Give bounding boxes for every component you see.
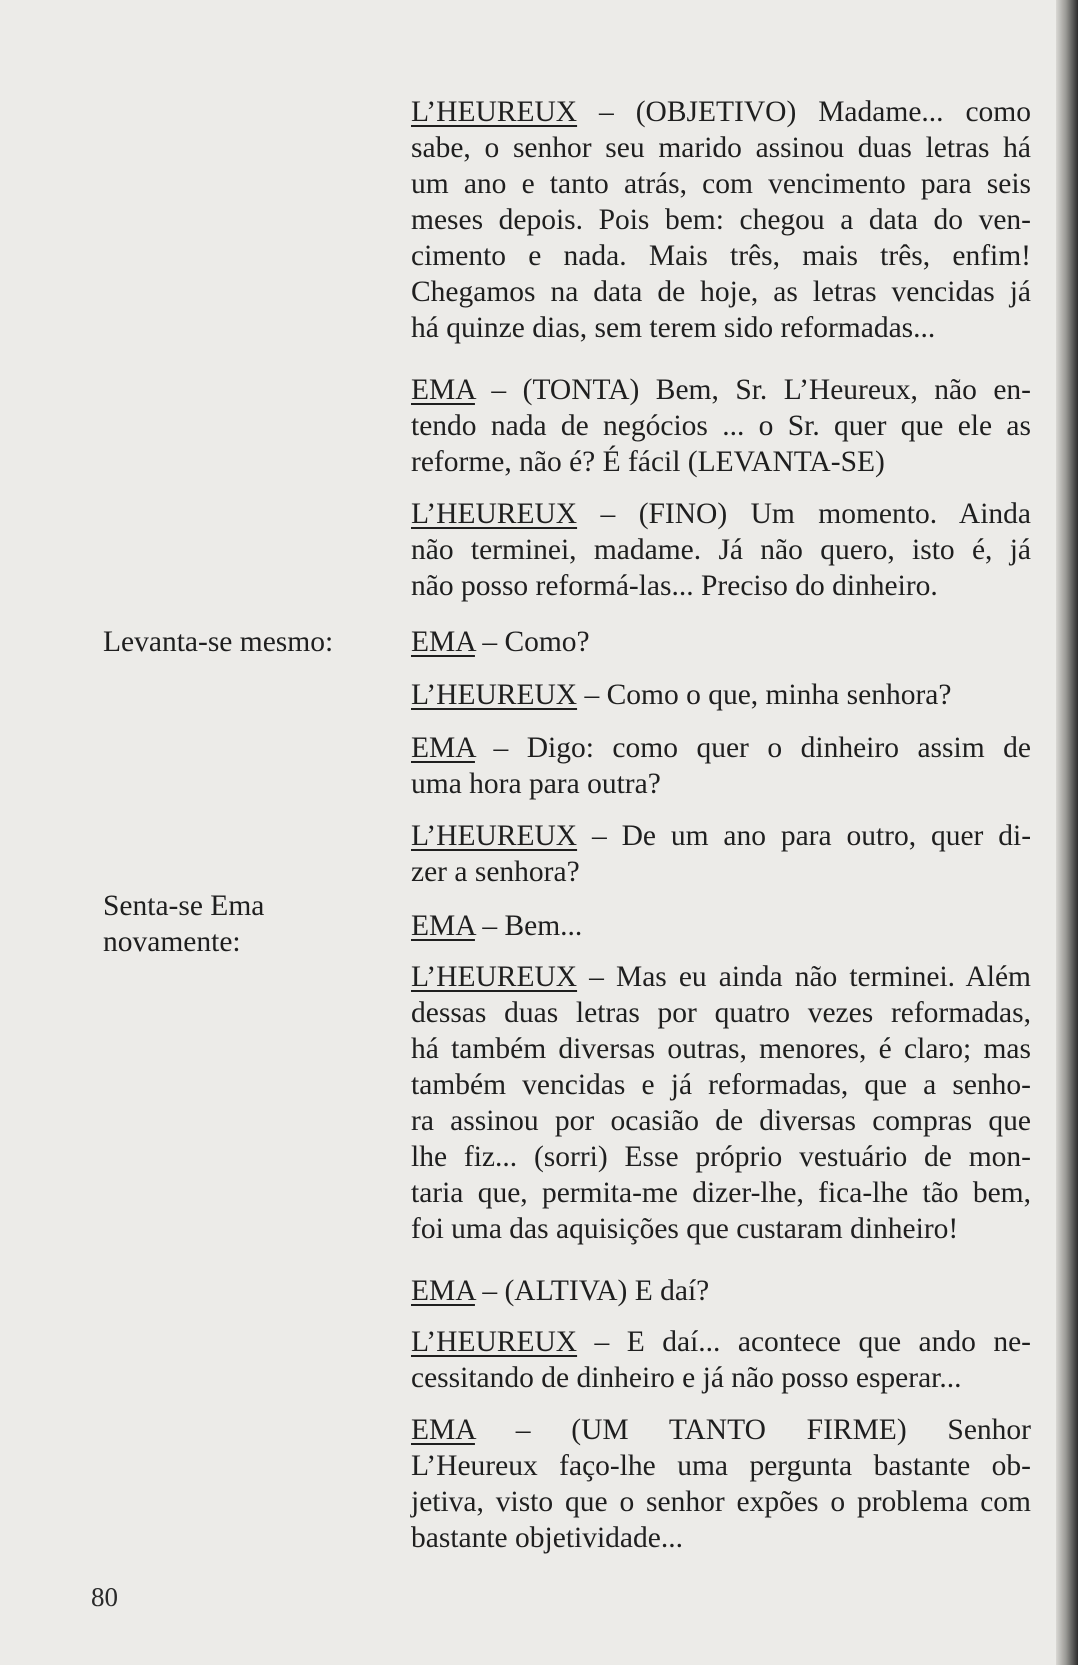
speaker-name: L’HEUREUX — [411, 96, 578, 128]
dialogue-speech — [411, 372, 1031, 480]
speech-text: bastante objetividade... — [411, 1522, 683, 1554]
dialogue-speech — [411, 959, 1031, 1247]
speech-text: não terminei, madame. Já não quero, isto é, já — [411, 534, 1031, 566]
speaker-name: EMA — [411, 626, 475, 658]
speech-text: – Mas eu ainda não terminei. Além — [589, 961, 1032, 993]
speech-text: uma hora para outra? — [411, 768, 661, 800]
dialogue-speech — [411, 818, 1031, 890]
speaker-name: EMA — [411, 732, 475, 764]
speech-text: – Digo: como quer o dinheiro assim de — [493, 732, 1031, 764]
speaker-name: EMA — [411, 1414, 475, 1446]
speech-text: um ano e tanto atrás, com vencimento para seis — [411, 168, 1031, 200]
speech-text: também vencidas e já reformadas, que a senho- — [411, 1069, 1031, 1101]
dialogue-speech — [411, 94, 1031, 346]
speech-text: – (UM TANTO FIRME) Senhor — [515, 1414, 1032, 1446]
speech-text: – Como? — [482, 626, 590, 658]
speech-text: – (TONTA) Bem, Sr. L’Heureux, não en- — [491, 374, 1032, 406]
dialogue-speech — [411, 730, 1031, 802]
page-edge-shadow — [1056, 0, 1078, 1665]
speech-text: tendo nada de negócios ... o Sr. quer que ele as — [411, 410, 1031, 442]
speech-text: – Bem... — [482, 910, 583, 942]
speaker-name: L’HEUREUX — [411, 961, 578, 993]
speaker-name: L’HEUREUX — [411, 820, 578, 852]
speech-text: – Como o que, minha senhora? — [584, 679, 952, 711]
speech-text: ra assinou por ocasião de diversas compras que — [411, 1105, 1031, 1137]
page-number: 80 — [91, 1582, 118, 1612]
dialogue-speech — [411, 1412, 1031, 1556]
stage-direction — [103, 888, 264, 960]
dialogue-speech — [411, 677, 1031, 713]
speech-text: L’Heureux faço-lhe uma pergunta bastante ob- — [411, 1450, 1031, 1482]
speaker-name: L’HEUREUX — [411, 679, 578, 711]
dialogue-speech — [411, 1324, 1031, 1396]
speech-text: taria que, permita-me dizer-lhe, fica-lhe tão bem, — [411, 1177, 1031, 1209]
speaker-name: EMA — [411, 910, 475, 942]
dialogue-speech — [411, 496, 1031, 604]
speech-text: dessas duas letras por quatro vezes reformadas, — [411, 997, 1031, 1029]
speech-text: cimento e nada. Mais três, mais três, enfim! — [411, 240, 1031, 272]
speech-text: cessitando de dinheiro e já não posso esperar... — [411, 1362, 962, 1394]
dialogue-speech — [411, 1273, 1031, 1309]
stage-direction — [103, 624, 333, 660]
speech-text: foi uma das aquisições que custaram dinheiro! — [411, 1213, 959, 1245]
speech-text: zer a senhora? — [411, 856, 580, 888]
speech-text: há quinze dias, sem terem sido reformadas... — [411, 312, 936, 344]
speech-text: lhe fiz... (sorri) Esse próprio vestuário de mon- — [411, 1141, 1031, 1173]
dialogue-speech — [411, 624, 1031, 660]
speech-text: – (ALTIVA) E daí? — [482, 1275, 710, 1307]
stage-direction-line: Senta-se Ema — [103, 890, 265, 922]
speaker-name: L’HEUREUX — [411, 1326, 578, 1358]
speech-text: há também diversas outras, menores, é claro; mas — [411, 1033, 1031, 1065]
stage-direction-line: Levanta-se mesmo: — [103, 626, 334, 658]
speech-text: – De um ano para outro, quer di- — [591, 820, 1032, 852]
speaker-name: L’HEUREUX — [411, 498, 578, 530]
speech-text: não posso reformá-las... Preciso do dinheiro. — [411, 570, 938, 602]
speech-text: meses depois. Pois bem: chegou a data do ven- — [411, 204, 1031, 236]
speech-text: sabe, o senhor seu marido assinou duas letras há — [411, 132, 1031, 164]
dialogue-speech — [411, 908, 1031, 944]
speech-text: Chegamos na data de hoje, as letras vencidas já — [411, 276, 1031, 308]
stage-direction-line: novamente: — [103, 926, 241, 958]
speech-text: – (FINO) Um momento. Ainda — [600, 498, 1031, 530]
speaker-name: EMA — [411, 374, 475, 406]
speech-text: – E daí... acontece que ando ne- — [594, 1326, 1032, 1358]
speech-text: reforme, não é? É fácil (LEVANTA-SE) — [411, 446, 885, 478]
speaker-name: EMA — [411, 1275, 475, 1307]
speech-text: – (OBJETIVO) Madame... como — [599, 96, 1032, 128]
speech-text: jetiva, visto que o senhor expões o problema com — [411, 1486, 1031, 1518]
